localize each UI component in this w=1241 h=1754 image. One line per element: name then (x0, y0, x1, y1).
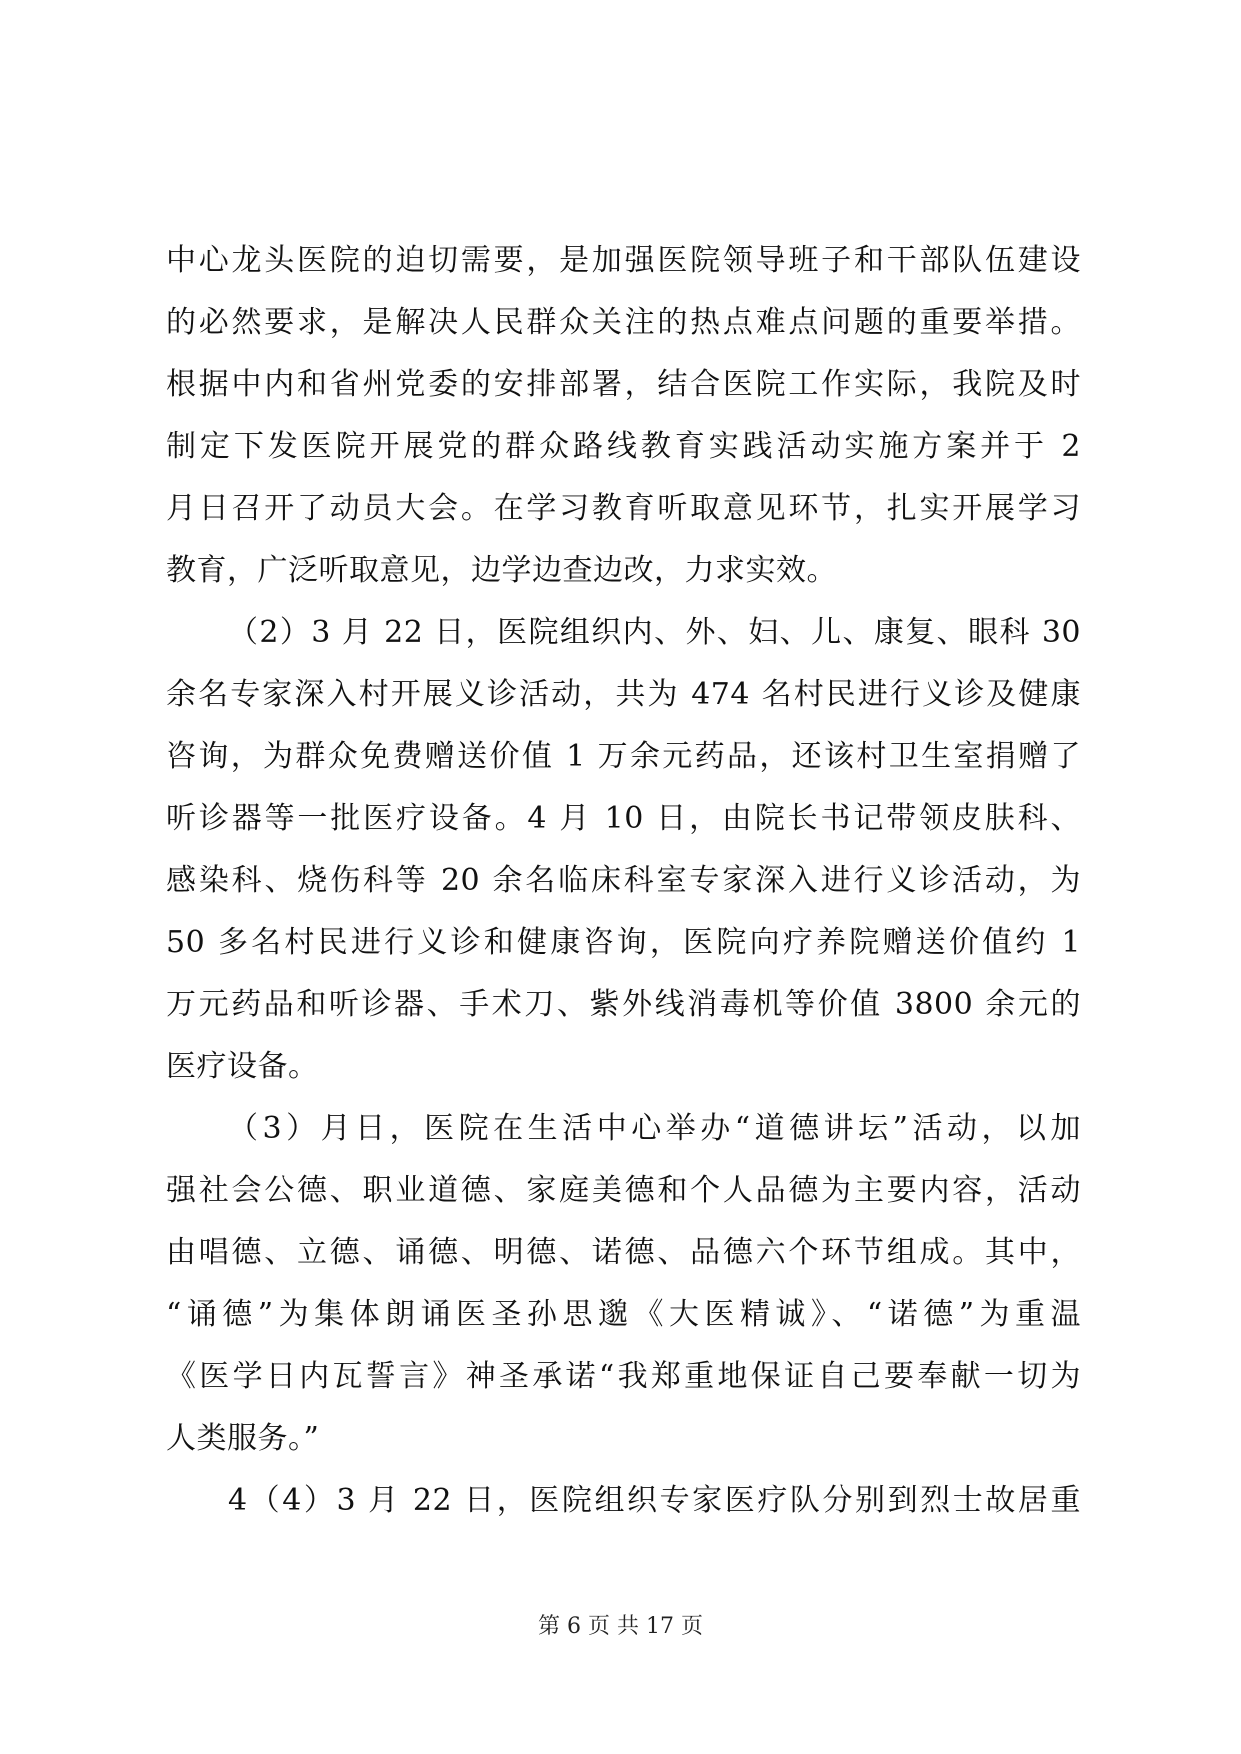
text-line: 4（4）3 月 22 日，医院组织专家医疗队分别到烈士故居重 (228, 1483, 1081, 1518)
text-line: 制定下发医院开展党的群众路线教育实践活动实施方案并于 2 (166, 429, 1081, 464)
text-line: 的必然要求，是解决人民群众关注的热点难点问题的重要举措。 (166, 305, 1081, 340)
text-line: 人类服务。” (166, 1421, 320, 1456)
text-line: （2）3 月 22 日，医院组织内、外、妇、儿、康复、眼科 30 (228, 615, 1081, 650)
text-line: 余名专家深入村开展义诊活动，共为 474 名村民进行义诊及健康 (166, 677, 1081, 712)
page-number-footer: 第 6 页 共 17 页 (538, 1614, 703, 1639)
text-line: 50 多名村民进行义诊和健康咨询，医院向疗养院赠送价值约 1 (166, 925, 1081, 960)
text-line: 由唱德、立德、诵德、明德、诺德、品德六个环节组成。其中， (166, 1235, 1081, 1270)
text-line: 中心龙头医院的迫切需要，是加强医院领导班子和干部队伍建设 (166, 243, 1081, 278)
text-line: 《医学日内瓦誓言》神圣承诺“我郑重地保证自己要奉献一切为 (166, 1359, 1081, 1394)
text-line: 感染科、烧伤科等 20 余名临床科室专家深入进行义诊活动，为 (166, 863, 1081, 898)
text-line: 医疗设备。 (166, 1049, 319, 1084)
paragraph-4 (166, 1470, 1081, 1532)
text-line: 月日召开了动员大会。在学习教育听取意见环节，扎实开展学习 (166, 491, 1081, 526)
text-line: 咨询，为群众免费赠送价值 1 万余元药品，还该村卫生室捐赠了 (166, 739, 1081, 774)
paragraph-1 (166, 230, 1081, 602)
document-body (166, 230, 1081, 1532)
text-line: “诵德”为集体朗诵医圣孙思邈《大医精诚》、“诺德”为重温 (166, 1297, 1081, 1332)
text-line: 强社会公德、职业道德、家庭美德和个人品德为主要内容，活动 (166, 1173, 1081, 1208)
text-line: 根据中内和省州党委的安排部署，结合医院工作实际，我院及时 (166, 367, 1081, 402)
text-line: 听诊器等一批医疗设备。4 月 10 日，由院长书记带领皮肤科、 (166, 801, 1081, 836)
text-line: 万元药品和听诊器、手术刀、紫外线消毒机等价值 3800 余元的 (166, 987, 1081, 1022)
text-line: 教育，广泛听取意见，边学边查边改，力求实效。 (166, 553, 837, 588)
paragraph-2 (166, 602, 1081, 1098)
text-line: （3）月日，医院在生活中心举办“道德讲坛”活动，以加 (228, 1111, 1081, 1146)
paragraph-3 (166, 1098, 1081, 1470)
